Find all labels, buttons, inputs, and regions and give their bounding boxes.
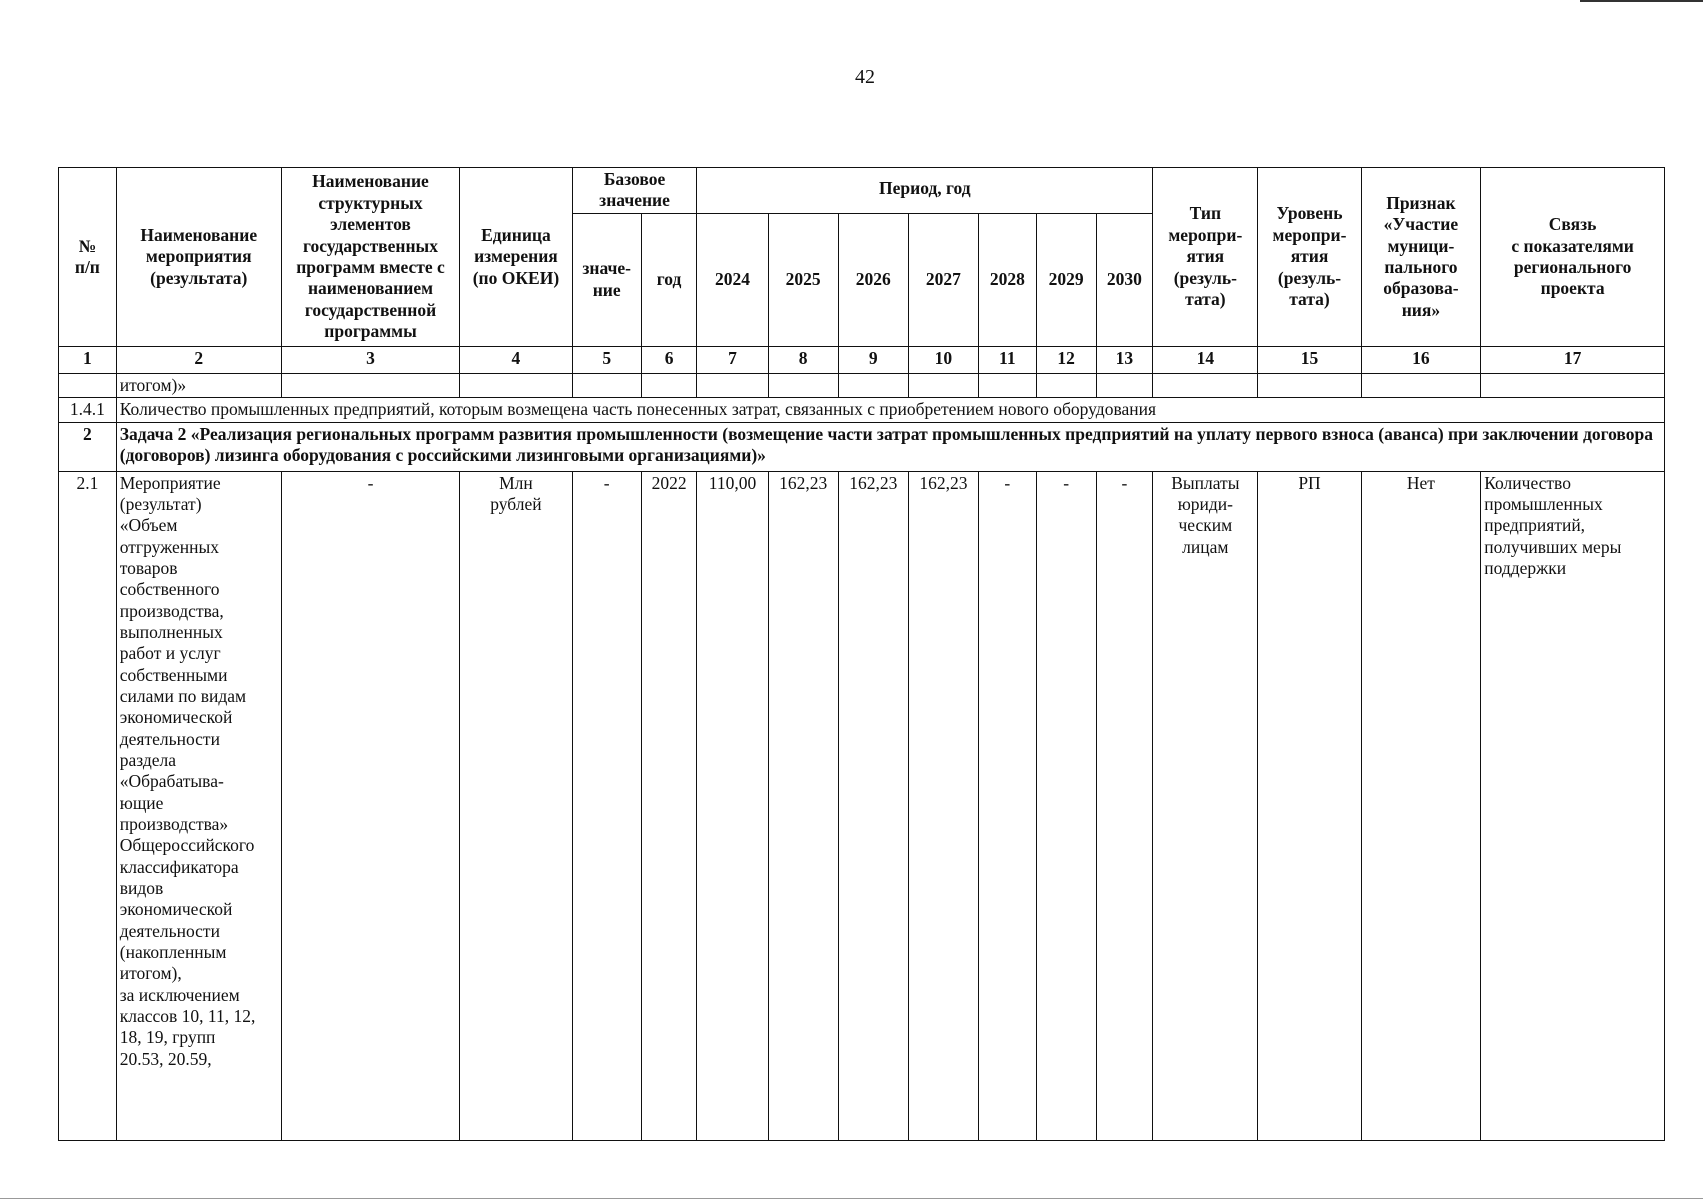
column-number: 10 xyxy=(908,346,978,373)
header-level: Уровень меропри- ятия (резуль- тата) xyxy=(1258,168,1361,347)
column-number: 12 xyxy=(1036,346,1096,373)
header-num: № п/п xyxy=(59,168,117,347)
header-flag: Признак «Участие муници- пального образова- ния» xyxy=(1361,168,1481,347)
column-number: 7 xyxy=(697,346,768,373)
column-number: 14 xyxy=(1153,346,1258,373)
cell-empty xyxy=(1096,373,1153,397)
cell-indicator-text: Количество промышленных предприятий, которым возмещена часть понесенных затрат, связанных с приобретением нового оборудования xyxy=(116,398,1664,422)
header-unit: Единица измерения (по ОКЕИ) xyxy=(460,168,572,347)
cell-empty xyxy=(281,373,459,397)
cell-value-2026: 162,23 xyxy=(838,471,908,1141)
cell-value-2025: 162,23 xyxy=(768,471,838,1141)
header-base-year: год xyxy=(641,213,697,346)
column-number: 16 xyxy=(1361,346,1481,373)
cell-empty xyxy=(978,373,1036,397)
cell-value-2030: - xyxy=(1096,471,1153,1141)
cell-task-text: Задача 2 «Реализация региональных программ развития промышленности (возмещение части затрат промышленных предприятий на уплату первого взноса (аванса) при заключении договора (договоров) лизинга оборудования с российскими лизинговыми организациями)» xyxy=(116,422,1664,471)
activities-table xyxy=(58,167,1665,1141)
header-year-2030: 2030 xyxy=(1096,213,1153,346)
cell-row-number: 2 xyxy=(59,422,117,471)
header-year-2029: 2029 xyxy=(1036,213,1096,346)
table-row-2-1 xyxy=(59,471,1665,1141)
cell-empty xyxy=(1036,373,1096,397)
cell-value-2027: 162,23 xyxy=(908,471,978,1141)
column-number: 9 xyxy=(838,346,908,373)
header-struct: Наименование структурных элементов государственных программ вместе с наименованием государственной программы xyxy=(281,168,459,347)
cell-struct: - xyxy=(281,471,459,1141)
cell-empty xyxy=(838,373,908,397)
header-name: Наименование мероприятия (результата) xyxy=(116,168,281,347)
cell-activity-name: Мероприятие (результат) «Объем отгруженных товаров собственного производства, выполненных работ и услуг собственными силами по видам экономической деятельности раздела «Обрабатыва- ющие производства» Общероссийского классификатора видов экономической деятельности (накопленным итогом), за исключением классов 10, 11, 12, 18, 19, групп 20.53, 20.59, xyxy=(116,471,281,1141)
cell-empty xyxy=(768,373,838,397)
column-number: 4 xyxy=(460,346,572,373)
cell-value-2024: 110,00 xyxy=(697,471,768,1141)
column-number: 5 xyxy=(572,346,641,373)
cell-base-year: 2022 xyxy=(641,471,697,1141)
header-year-2024: 2024 xyxy=(697,213,768,346)
cell-continuation-name: итогом)» xyxy=(116,373,281,397)
cell-empty xyxy=(1153,373,1258,397)
header-year-2025: 2025 xyxy=(768,213,838,346)
column-numbers-row xyxy=(59,346,1665,373)
header-type: Тип меропри- ятия (резуль- тата) xyxy=(1153,168,1258,347)
table-row-task-2 xyxy=(59,422,1665,471)
cell-value-2029: - xyxy=(1036,471,1096,1141)
column-number: 3 xyxy=(281,346,459,373)
header-base-group: Базовое значение xyxy=(572,168,697,214)
column-number: 2 xyxy=(116,346,281,373)
table-row-continuation xyxy=(59,373,1665,397)
table-row-1-4-1 xyxy=(59,398,1665,422)
column-number: 6 xyxy=(641,346,697,373)
column-number: 1 xyxy=(59,346,117,373)
cell-empty xyxy=(908,373,978,397)
header-year-2028: 2028 xyxy=(978,213,1036,346)
header-base-value: значе- ние xyxy=(572,213,641,346)
cell-empty xyxy=(641,373,697,397)
cell-empty xyxy=(1258,373,1361,397)
bottom-rule xyxy=(0,1198,1703,1199)
cell-level: РП xyxy=(1258,471,1361,1141)
cell-empty xyxy=(59,373,117,397)
cell-flag: Нет xyxy=(1361,471,1481,1141)
top-rule xyxy=(1580,0,1703,2)
header-year-2026: 2026 xyxy=(838,213,908,346)
cell-row-number: 2.1 xyxy=(59,471,117,1141)
header-row-1 xyxy=(59,168,1665,214)
cell-value-2028: - xyxy=(978,471,1036,1141)
header-link: Связь с показателями регионального проекта xyxy=(1481,168,1665,347)
cell-empty xyxy=(460,373,572,397)
cell-row-number: 1.4.1 xyxy=(59,398,117,422)
column-number: 17 xyxy=(1481,346,1665,373)
header-period-group: Период, год xyxy=(697,168,1153,214)
cell-empty xyxy=(572,373,641,397)
column-number: 13 xyxy=(1096,346,1153,373)
cell-base-value: - xyxy=(572,471,641,1141)
column-number: 15 xyxy=(1258,346,1361,373)
column-number: 8 xyxy=(768,346,838,373)
column-number: 11 xyxy=(978,346,1036,373)
header-year-2027: 2027 xyxy=(908,213,978,346)
page-number: 42 xyxy=(855,66,875,88)
cell-empty xyxy=(1361,373,1481,397)
cell-empty xyxy=(1481,373,1665,397)
cell-unit: Млн рублей xyxy=(460,471,572,1141)
cell-empty xyxy=(697,373,768,397)
cell-type: Выплаты юриди- ческим лицам xyxy=(1153,471,1258,1141)
cell-link: Количество промышленных предприятий, получивших меры поддержки xyxy=(1481,471,1665,1141)
